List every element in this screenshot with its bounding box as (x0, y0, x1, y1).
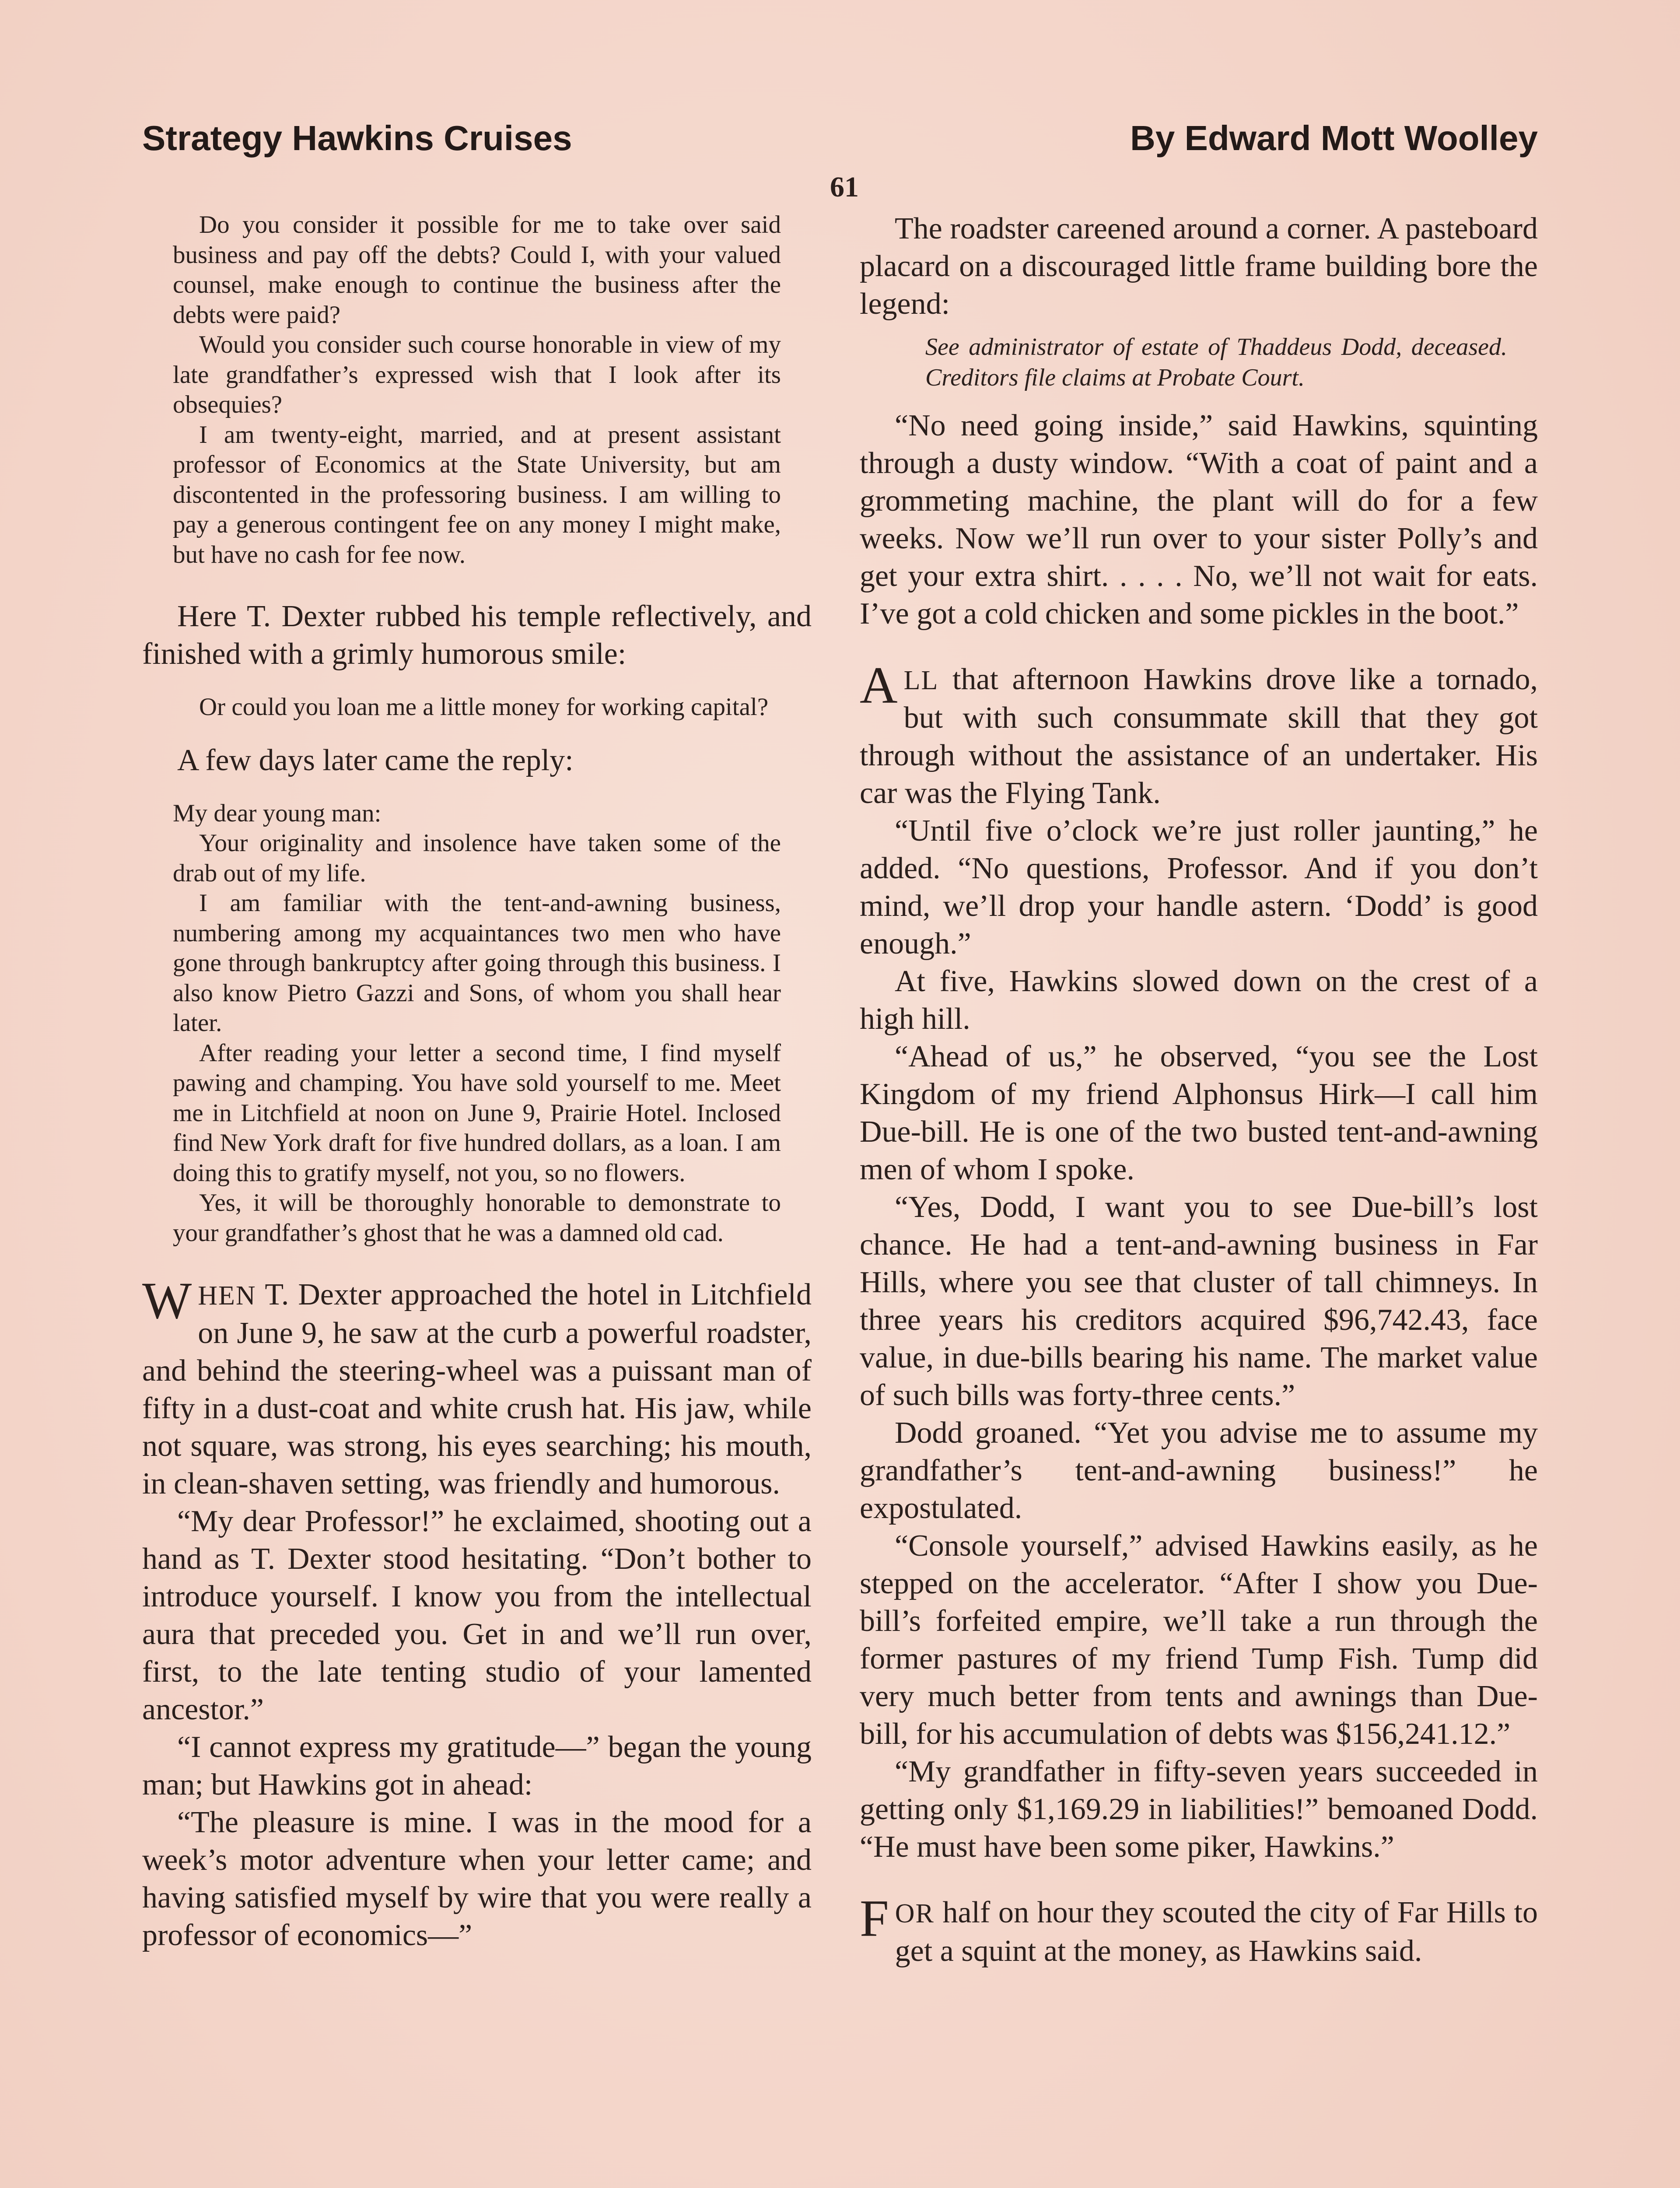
letter-salutation: My dear young man: (173, 799, 382, 827)
letter-paragraph: I am familiar with the tent-and-awning business, numbering among my acquaintances two men who have gone through bankruptcy after going through this business. I also know Pietro Gazzi and Sons, of whom you shall hear later. (173, 889, 781, 1037)
body-paragraph: At five, Hawkins slowed down on the crest of a high hill. (860, 964, 1538, 1036)
dropcap-paragraph: WHEN T. Dexter approached the hotel in Litchfield on June 9, he saw at the curb a powerful roadster, and behind the steering-wheel was a puissant man of fifty in a dust-coat and white crush hat. His jaw, while not square, was strong, his eyes searching; his mouth, in clean-shaven setting, was friendly and humorous. (142, 1271, 812, 1501)
letter-paragraph: Your originality and insolence have taken some of the drab out of my life. (173, 829, 781, 887)
body-paragraph: “Yes, Dodd, I want you to see Due-bill’s lost chance. He had a tent-and-awning business in Far Hills, where you see that cluster of tall chimneys. In three years his creditors acquired $96,742.43, face value, in due-bills bearing his name. The market value of such bills was forty-three cents.” (860, 1190, 1538, 1412)
drop-cap: A (860, 656, 898, 714)
body-paragraph: “The pleasure is mine. I was in the mood for a week’s motor adventure when your letter came; and having satisfied myself by wire that you were really a professor of economics—” (142, 1806, 812, 1952)
dropcap-paragraph: FOR half on hour they scouted the city of Far Hills to get a squint at the money, as Hawkins said. (860, 1889, 1538, 1968)
left-column (142, 210, 812, 1954)
body-paragraph: “Until five o’clock we’re just roller jaunting,” he added. “No questions, Professor. And if you don’t mind, we’ll drop your handle astern. ‘Dodd’ is good enough.” (860, 814, 1538, 961)
placard-text: See administrator of estate of Thaddeus Dodd, deceased. Creditors file claims at Probate Court. (925, 333, 1507, 391)
body-paragraph: “My dear Professor!” he exclaimed, shooting out a hand as T. Dexter stood hesitating. “Don’t bother to introduce yourself. I know you from the intellectual aura that preceded you. Get in and we’ll run over, first, to the late tenting studio of your lamented ancestor.” (142, 1504, 812, 1726)
reply-letter (173, 799, 781, 1248)
page-number: 61 (830, 171, 859, 203)
body-paragraph: “Ahead of us,” he observed, “you see the Lost Kingdom of my friend Alphonsus Hirk—I call him Due-bill. He is one of the two busted tent-and-awning men of whom I spoke. (860, 1040, 1538, 1186)
letter-paragraph: After reading your letter a second time, I find myself pawing and champing. You have sold yourself to me. Meet me in Litchfield at noon on June 9, Prairie Hotel. Inclosed find New York draft for five hundred dollars, as a loan. I am doing this to gratify myself, not you, so no flowers. (173, 1039, 781, 1187)
body-paragraph: A few days later came the reply: (177, 743, 574, 777)
section-when (142, 1271, 812, 1954)
body-paragraph: “My grandfather in fifty-seven years succeeded in getting only $1,169.29 in liabilities!” bemoaned Dodd. “He must have been some piker, Hawkins.” (860, 1755, 1538, 1864)
letter-excerpt-2 (173, 692, 781, 722)
story-title: Strategy Hawkins Cruises (142, 119, 572, 158)
body-paragraph: “Console yourself,” advised Hawkins easily, as he stepped on the accelerator. “After I show you Due-bill’s forfeited empire, we’ll take a run through the former pastures of my friend Tump Fish. Tump did very much better from tents and awnings than Due-bill, for his accumulation of debts was $156,241.12.” (860, 1529, 1538, 1751)
letter-paragraph: Yes, it will be thoroughly honorable to demonstrate to your grandfather’s ghost that he was a damned old cad. (173, 1189, 781, 1247)
letter-paragraph: Or could you loan me a little money for working capital? (199, 693, 769, 721)
running-header (142, 118, 1538, 171)
body-paragraph: Dodd groaned. “Yet you advise me to assume my grandfather’s tent-and-awning business!” he expostulated. (860, 1416, 1538, 1525)
letter-excerpt-1 (173, 210, 781, 570)
body-paragraph: Here T. Dexter rubbed his temple reflectively, and finished with a grimly humorous smile: (142, 600, 812, 671)
dropcap-paragraph: ALL that afternoon Hawkins drove like a tornado, but with such consummate skill that they got through without the assistance of an undertaker. His car was the Flying Tank. (860, 656, 1538, 810)
section-for (860, 1889, 1538, 1970)
section-all (860, 656, 1538, 1866)
body-paragraph: “I cannot express my gratitude—” began the young man; but Hawkins got in ahead: (142, 1730, 812, 1802)
body-paragraph: “No need going inside,” said Hawkins, squinting through a dusty window. “With a coat of paint and a grommeting machine, the plant will do for a few weeks. Now we’ll run over to your sister Polly’s and get your extra shirt. . . . . No, we’ll not wait for eats. I’ve got a cold chicken and some pickles in the boot.” (860, 409, 1538, 631)
letter-paragraph: Do you consider it possible for me to take over said business and pay off the debts? Could I, with your valued counsel, make enough to continue the business after the debts were paid? (173, 211, 781, 329)
letter-paragraph: I am twenty-eight, married, and at present assistant professor of Economics at the State University, but am discontented in the professoring business. I am willing to pay a generous contingent fee on any money I might make, but have no cash for fee now. (173, 421, 781, 568)
drop-cap: F (860, 1889, 889, 1947)
body-paragraph: The roadster careened around a corner. A pasteboard placard on a discouraged little frame building bore the legend: (860, 212, 1538, 321)
author-byline: By Edward Mott Woolley (1130, 119, 1538, 158)
right-column (860, 210, 1538, 1970)
drop-cap: W (142, 1271, 192, 1329)
letter-paragraph: Would you consider such course honorable in view of my late grandfather’s expressed wish that I look after its obsequies? (173, 331, 781, 418)
